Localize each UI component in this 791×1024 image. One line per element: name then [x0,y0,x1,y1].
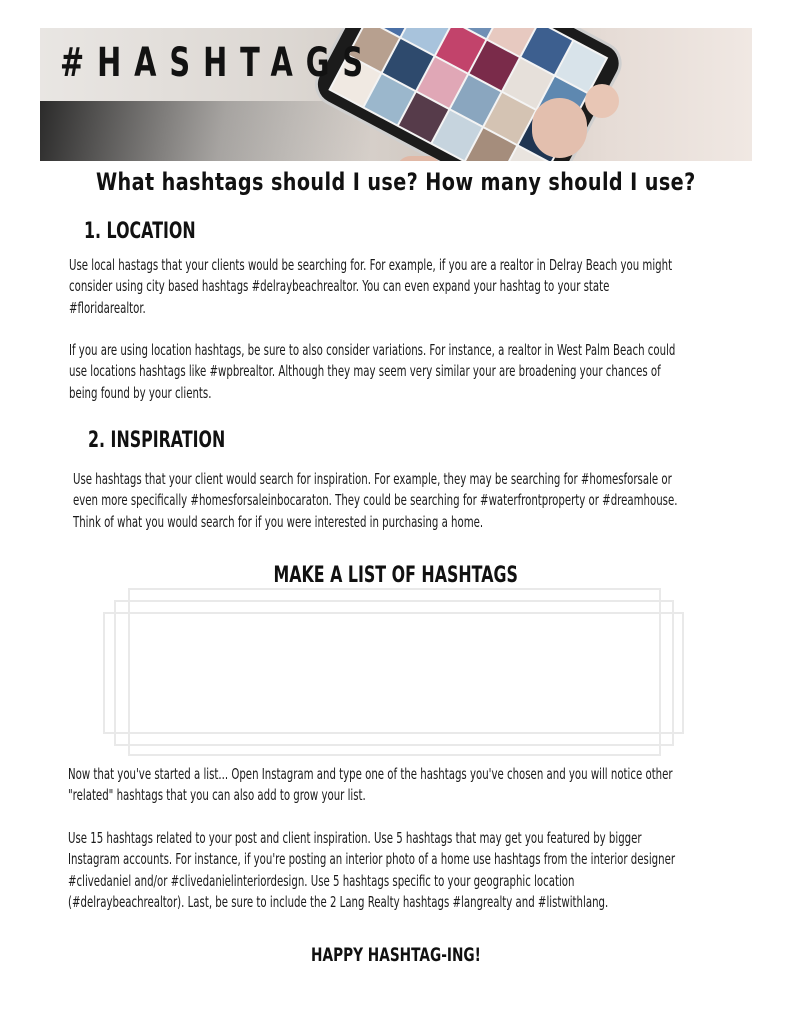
after-list-paragraph-2: Use 15 hashtags related to your post and client inspiration. Use 5 hashtags that may get you featured by bigger Instagram accounts. For instance, if you're posting an interior photo of a home use hashtags from the interior designer #clivedaniel and/or #clivedanielinteriordesign. Use 5 hashtags specific to your geographic location (#delraybeachrealtor). Last, be sure to include the 2 Lang Realty hashtags #langrealty and #listwithlang. [68,829,676,911]
section-heading-location: 1. LOCATION [84,219,196,244]
hand-image [532,98,587,158]
header-banner [40,28,752,161]
banner-title: #HASHTAGS [60,40,377,86]
frame-inner [103,612,684,734]
closing-text-label: HAPPY HASHTAG-ING! [310,944,481,966]
location-paragraph-2: If you are using location hashtags, be sure to also consider variations. For instance, a realtor in West Palm Beach could use locations hashtags like #wpbrealtor. Although they may seem very similar your are broadening your chances of being found by your clients. [69,341,676,402]
section-heading-inspiration: 2. INSPIRATION [88,428,226,453]
finger-image [585,84,619,118]
location-paragraph-1: Use local hastags that your clients would be searching for. For example, if you are a realtor in Delray Beach you might consider using city based hashtags #delraybeachrealtor. You can even expand your hashtag to your state #floridarealtor. [69,256,673,317]
after-list-paragraph-1: Now that you've started a list... Open Instagram and type one of the hashtags you've chosen and you will notice other "related" hashtags that you can also add to grow your list. [68,765,673,805]
list-heading [0,563,791,588]
list-heading-text: MAKE A LIST OF HASHTAGS [273,563,518,588]
closing-text [0,944,791,966]
subtitle-text: What hashtags should I use? How many should I use? [95,168,696,196]
page-subtitle [0,168,791,196]
inspiration-paragraph: Use hashtags that your client would search for inspiration. For example, they may be searching for #homesforsale or even more specifically #homesforsaleinbocaraton. They could be searching for #waterfrontproperty or #dreamhouse. Think of what you would search for if you were interested in purchasing a home. [73,470,678,531]
